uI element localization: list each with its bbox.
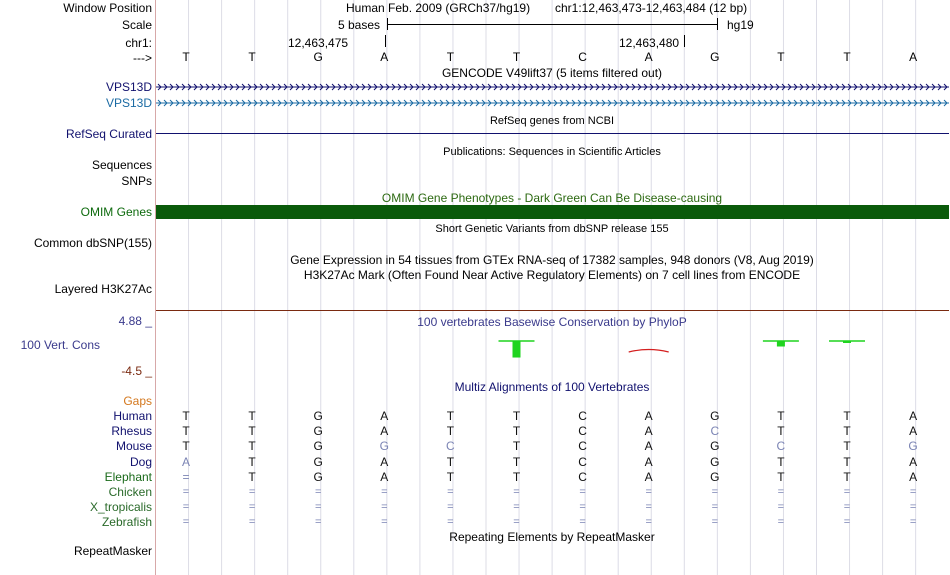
alignment-base: = — [711, 501, 719, 514]
alignment-base: A — [909, 424, 918, 439]
alignment-base: G — [379, 439, 389, 454]
assembly-title: Human Feb. 2009 (GRCh37/hg19) — [346, 1, 531, 15]
refseq-gene-line[interactable] — [156, 133, 949, 134]
track-label-snps[interactable]: SNPs — [121, 174, 152, 188]
alignment-base: A — [909, 409, 918, 423]
alignment-base: = — [909, 486, 917, 498]
alignment-base: T — [777, 424, 785, 439]
reference-base: T — [182, 50, 190, 64]
species-label-elephant: Elephant — [104, 469, 152, 484]
scale-bar-right-tick — [717, 18, 718, 30]
alignment-base: = — [777, 486, 785, 498]
alignment-base: = — [248, 501, 256, 514]
alignment-base: T — [446, 454, 455, 469]
alignment-base: A — [909, 469, 918, 484]
h3k27ac-baseline — [156, 310, 949, 311]
alignment-base: A — [380, 409, 389, 423]
alignment-base: = — [447, 486, 454, 498]
reference-base: G — [710, 50, 720, 64]
reference-base: G — [313, 50, 323, 64]
alignment-base: T — [248, 454, 256, 469]
omim-track-title: OMIM Gene Phenotypes - Dark Green Can Be Disease-causing — [381, 191, 723, 205]
omim-gene-bar[interactable] — [156, 205, 949, 219]
species-label-zebrafish: Zebrafish — [101, 515, 152, 530]
alignment-base: = — [381, 501, 388, 514]
position-readout: chr1:12,463,473-12,463,484 (12 bp) — [555, 1, 748, 15]
refseq-track-title: RefSeq genes from NCBI — [489, 115, 615, 127]
alignment-base: C — [578, 409, 587, 423]
alignment-base: T — [248, 409, 256, 423]
alignment-base: = — [645, 501, 652, 514]
alignment-base: T — [182, 439, 190, 454]
alignment-base: C — [578, 439, 587, 454]
alignment-base: C — [710, 424, 720, 439]
reference-base: T — [777, 50, 785, 64]
alignment-base: T — [248, 439, 256, 454]
alignment-base: T — [446, 409, 455, 423]
alignment-base: T — [446, 469, 455, 484]
multiz-track-title: Multiz Alignments of 100 Vertebrates — [454, 380, 650, 394]
alignment-base: G — [908, 439, 918, 454]
alignment-base: T — [446, 424, 455, 439]
alignment-base: T — [248, 424, 256, 439]
track-label-sequences[interactable]: Sequences — [91, 158, 152, 172]
h3k27ac-track-title: H3K27Ac Mark (Often Found Near Active Regulatory Elements) on 7 cell lines from ENCODE — [303, 268, 801, 282]
phylop-track-title: 100 vertebrates Basewise Conservation by PhyloP — [417, 315, 687, 329]
alignment-base: T — [843, 469, 851, 484]
scale-bar-left-tick — [387, 18, 388, 30]
alignment-base: C — [776, 439, 786, 454]
reference-base: T — [248, 50, 256, 64]
alignment-base: = — [579, 501, 586, 514]
alignment-base: A — [380, 454, 389, 469]
dbsnp-track-title: Short Genetic Variants from dbSNP release 155 — [435, 223, 669, 235]
species-label-x_tropicalis: X_tropicalis — [89, 500, 152, 515]
alignment-base: T — [843, 424, 851, 439]
alignment-base: T — [777, 409, 785, 423]
gaps-label: Gaps — [123, 394, 152, 408]
alignment-base: = — [909, 501, 917, 514]
strand-arrow-label: ---> — [133, 51, 152, 65]
track-label-dbsnp[interactable]: Common dbSNP(155) — [33, 236, 152, 250]
alignment-base: = — [513, 501, 520, 514]
alignment-base: = — [777, 501, 785, 514]
alignment-base: G — [313, 454, 323, 469]
chr-label: chr1: — [125, 36, 152, 50]
alignment-base: T — [182, 424, 190, 439]
reference-base: A — [909, 50, 918, 64]
species-label-rhesus: Rhesus — [111, 424, 152, 439]
track-label-h3k27ac[interactable]: Layered H3K27Ac — [54, 282, 152, 296]
phylop-max-label: 4.88 _ — [118, 314, 152, 328]
alignment-base: G — [313, 424, 323, 439]
species-label-dog: Dog — [129, 454, 152, 469]
alignment-base: = — [182, 486, 190, 498]
alignment-base: T — [512, 409, 521, 423]
alignment-base: = — [843, 486, 851, 498]
alignment-base: G — [710, 454, 720, 469]
alignment-base: = — [447, 516, 454, 529]
coordinate-2-tick — [684, 35, 685, 47]
alignment-base: C — [578, 454, 587, 469]
coordinate-2: 12,463,480 — [619, 36, 680, 50]
alignment-base: A — [380, 424, 389, 439]
phylop-negative-mark — [629, 350, 669, 353]
reference-base: T — [446, 50, 455, 64]
alignment-base: G — [710, 469, 720, 484]
alignment-base: C — [446, 439, 455, 454]
alignment-base: T — [512, 469, 521, 484]
alignment-base: = — [248, 516, 256, 529]
alignment-base: = — [513, 516, 520, 529]
phylop-bar — [513, 341, 521, 358]
coordinate-1: 12,463,475 — [288, 36, 349, 50]
window-position-label: Window Position — [63, 1, 152, 15]
alignment-base: = — [909, 516, 917, 529]
alignment-base: A — [644, 424, 653, 439]
track-label-vert-cons[interactable]: 100 Vert. Cons — [20, 338, 100, 352]
reference-base: T — [512, 50, 521, 64]
alignment-base: A — [644, 409, 653, 423]
vps13d-transcript-2[interactable] — [156, 98, 949, 108]
alignment-base: = — [314, 516, 322, 529]
alignment-base: = — [314, 486, 322, 498]
phylop-bar — [777, 341, 785, 347]
alignment-base: C — [578, 424, 587, 439]
track-label-vps13d-2[interactable]: VPS13D — [105, 96, 152, 110]
scale-bar — [387, 24, 717, 25]
species-label-mouse: Mouse — [115, 439, 152, 454]
alignment-base: = — [711, 486, 719, 498]
alignment-base: = — [777, 516, 785, 529]
alignment-base: T — [512, 454, 521, 469]
alignment-base: = — [513, 486, 520, 498]
alignment-base: = — [843, 516, 851, 529]
alignment-base: = — [381, 486, 388, 498]
alignment-base: = — [314, 501, 322, 514]
track-label-vps13d-1[interactable]: VPS13D — [105, 80, 152, 94]
alignment-base: G — [710, 439, 720, 454]
alignment-base: = — [843, 501, 851, 514]
reference-base: T — [843, 50, 851, 64]
alignment-base: = — [579, 516, 586, 529]
alignment-base: C — [578, 469, 587, 484]
alignment-base: T — [843, 439, 851, 454]
alignment-base: = — [248, 486, 256, 498]
scale-db: hg19 — [727, 18, 754, 32]
repeatmasker-track-title: Repeating Elements by RepeatMasker — [449, 530, 655, 544]
alignment-base: T — [182, 409, 190, 423]
coordinate-1-tick — [385, 35, 386, 47]
alignment-base: = — [645, 516, 652, 529]
vps13d-transcript-1[interactable] — [156, 82, 949, 92]
alignment-base: G — [313, 409, 323, 423]
alignment-base: G — [313, 439, 323, 454]
track-label-omim[interactable]: OMIM Genes — [80, 205, 152, 219]
alignment-base: A — [644, 439, 653, 454]
alignment-base: A — [380, 469, 389, 484]
species-label-human: Human — [113, 409, 152, 423]
alignment-base: = — [711, 516, 719, 529]
alignment-base: = — [447, 501, 454, 514]
alignment-base: A — [644, 469, 653, 484]
scale-label: Scale — [121, 18, 152, 32]
alignment-base: G — [710, 409, 720, 423]
scale-bar-text: 5 bases — [338, 18, 381, 32]
alignment-base: A — [181, 454, 190, 469]
alignment-base: T — [843, 409, 851, 423]
alignment-base: T — [777, 454, 785, 469]
alignment-base: = — [182, 469, 190, 484]
alignment-base: A — [909, 454, 918, 469]
phylop-plot[interactable] — [156, 320, 949, 380]
alignment-base: T — [777, 469, 785, 484]
alignment-base: T — [843, 454, 851, 469]
reference-base: A — [380, 50, 389, 64]
gencode-track-title: GENCODE V49lift37 (5 items filtered out) — [441, 66, 663, 80]
publications-track-title: Publications: Sequences in Scientific Articles — [443, 146, 661, 158]
track-label-refseq[interactable]: RefSeq Curated — [65, 127, 152, 141]
alignment-base: = — [182, 516, 190, 529]
reference-base: A — [644, 50, 653, 64]
alignment-base: A — [644, 454, 653, 469]
track-label-repeatmasker[interactable]: RepeatMasker — [73, 544, 152, 558]
phylop-min-label: -4.5 _ — [121, 364, 152, 378]
species-label-chicken: Chicken — [108, 485, 152, 499]
alignment-base: T — [248, 469, 256, 484]
alignment-base: T — [512, 424, 521, 439]
alignment-base: = — [645, 486, 652, 498]
gtex-track-title: Gene Expression in 54 tissues from GTEx RNA-seq of 17382 samples, 948 donors (V8, Aug 2019) — [290, 253, 814, 267]
alignment-base: G — [313, 469, 323, 484]
reference-base: C — [578, 50, 587, 64]
alignment-base: = — [182, 501, 190, 514]
alignment-base: = — [381, 516, 388, 529]
alignment-base: T — [512, 439, 521, 454]
alignment-base: = — [579, 486, 586, 498]
